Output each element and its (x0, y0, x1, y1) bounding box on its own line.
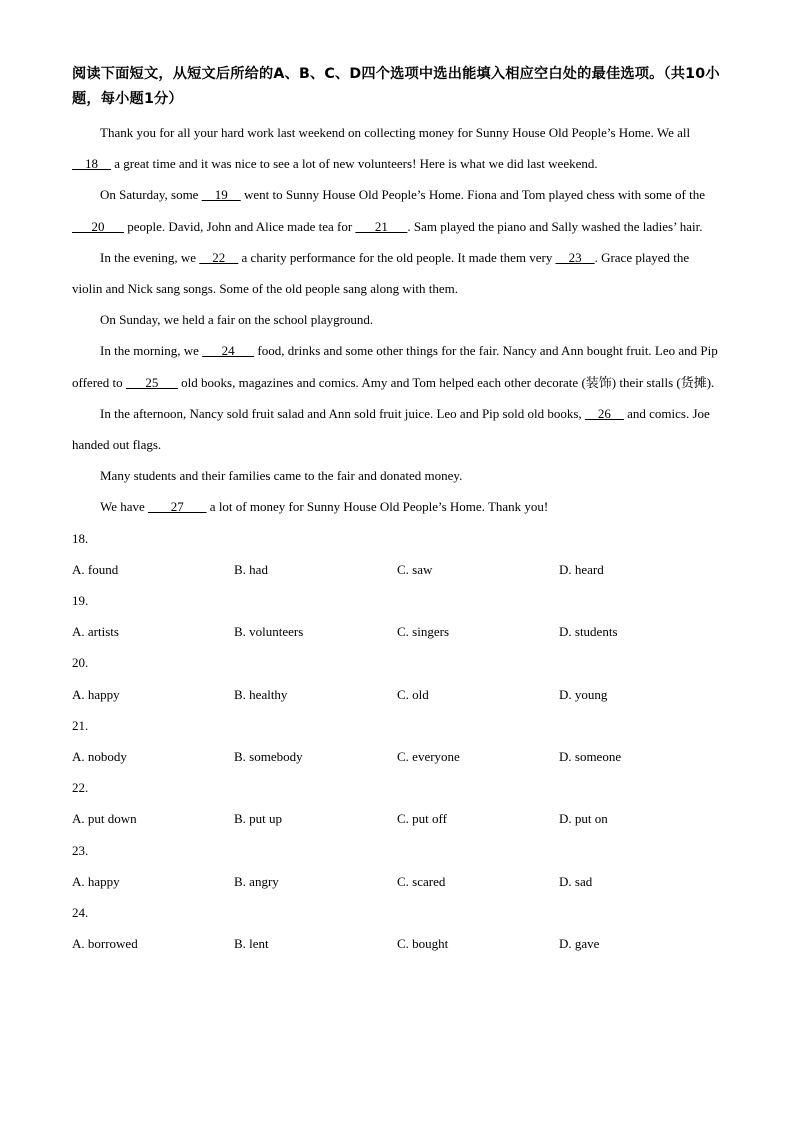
option-d: D. students (559, 624, 618, 640)
text: . Grace played the violin and Nick sang songs. Some of the old people sang along with them. (72, 249, 690, 297)
text: In the morning, we (100, 343, 203, 359)
option-c: C. saw (397, 561, 433, 577)
text: a charity performance for the old people. It made them very (238, 249, 556, 265)
passage-paragraph (72, 335, 722, 397)
blank-24: 24 (202, 343, 255, 359)
question-number: 22. (72, 780, 89, 796)
text: and comics. Joe handed out flags. (72, 405, 710, 453)
passage-paragraph (72, 398, 722, 460)
option-c: C. bought (397, 936, 449, 952)
option-c: C. everyone (397, 749, 460, 765)
option-a: A. found (72, 561, 119, 577)
text: In the evening, we (100, 249, 200, 265)
option-c: C. scared (397, 873, 446, 889)
option-a: A. nobody (72, 749, 127, 765)
option-row (72, 866, 722, 897)
option-a: A. artists (72, 624, 119, 640)
option-a: A. put down (72, 811, 137, 827)
passage-paragraph (72, 179, 722, 241)
passage-paragraph: On Sunday, we held a fair on the school playground. (100, 312, 374, 328)
blank-21: 21 (355, 218, 408, 234)
blank-22: 22 (199, 249, 239, 265)
blank-18: 18 (72, 156, 111, 172)
text: Thank you for all your hard work last weekend on collecting money for Sunny House Old People’s Home. We all (100, 125, 691, 140)
text: people. David, John and Alice made tea for (124, 218, 356, 234)
option-d: D. young (559, 686, 608, 702)
blank-27: 27 (148, 499, 207, 515)
option-row (72, 679, 722, 710)
option-b: B. somebody (234, 749, 303, 765)
option-a: A. borrowed (72, 936, 138, 952)
document-body (72, 62, 722, 959)
passage-paragraph: Many students and their families came to the fair and donated money. (100, 468, 463, 484)
option-c: C. singers (397, 624, 449, 640)
blank-26: 26 (584, 405, 624, 421)
option-a: A. happy (72, 873, 120, 889)
text: old books, magazines and comics. Amy and Tom helped each other decorate (装饰) their stalls (货摊). (177, 374, 715, 390)
option-d: D. heard (559, 561, 604, 577)
passage-paragraph (72, 117, 722, 179)
text: In the afternoon, Nancy sold fruit salad and Ann sold fruit juice. Leo and Pip sold old books, (100, 405, 585, 421)
blank-25: 25 (125, 374, 178, 390)
text: a lot of money for Sunny House Old People’s Home. Thank you! (206, 499, 549, 515)
option-row (72, 928, 722, 959)
option-c: C. put off (397, 811, 447, 827)
question-number: 23. (72, 842, 89, 858)
option-b: B. volunteers (234, 624, 304, 640)
question-number: 20. (72, 655, 89, 671)
option-b: B. had (234, 561, 268, 577)
question-number: 18. (72, 530, 89, 546)
instruction-heading: 阅读下面短文，从短文后所给的A、B、C、D四个选项中选出能填入相应空白处的最佳选项。（共10小题，每小题1分） (72, 66, 720, 107)
option-b: B. lent (234, 936, 269, 952)
option-row (72, 803, 722, 834)
text: food, drinks and some other things for the fair. Nancy and Ann bought fruit. Leo and Pip offered to (72, 343, 718, 390)
passage-paragraph (72, 242, 722, 304)
text: went to Sunny House Old People’s Home. Fiona and Tom played chess with some of the (240, 187, 705, 203)
text: We have (100, 499, 149, 515)
text: On Saturday, some (100, 187, 202, 203)
option-d: D. gave (559, 936, 600, 952)
blank-20: 20 (72, 218, 124, 234)
blank-23: 23 (555, 249, 595, 265)
option-b: B. healthy (234, 686, 288, 702)
option-c: C. old (397, 686, 429, 702)
blank-19: 19 (201, 187, 241, 203)
text: . Sam played the piano and Sally washed the ladies’ hair. (407, 218, 703, 234)
passage-paragraph (72, 491, 722, 522)
option-b: B. angry (234, 873, 279, 889)
option-d: D. put on (559, 811, 608, 827)
question-number: 21. (72, 717, 89, 733)
question-number: 19. (72, 593, 89, 609)
question-list (72, 523, 722, 960)
option-row (72, 741, 722, 772)
option-b: B. put up (234, 811, 283, 827)
option-a: A. happy (72, 686, 120, 702)
option-row (72, 616, 722, 647)
option-d: D. sad (559, 873, 593, 889)
option-row (72, 554, 722, 585)
question-number: 24. (72, 905, 89, 921)
text: a great time and it was nice to see a lot of new volunteers! Here is what we did last weekend. (111, 156, 598, 172)
option-d: D. someone (559, 749, 622, 765)
